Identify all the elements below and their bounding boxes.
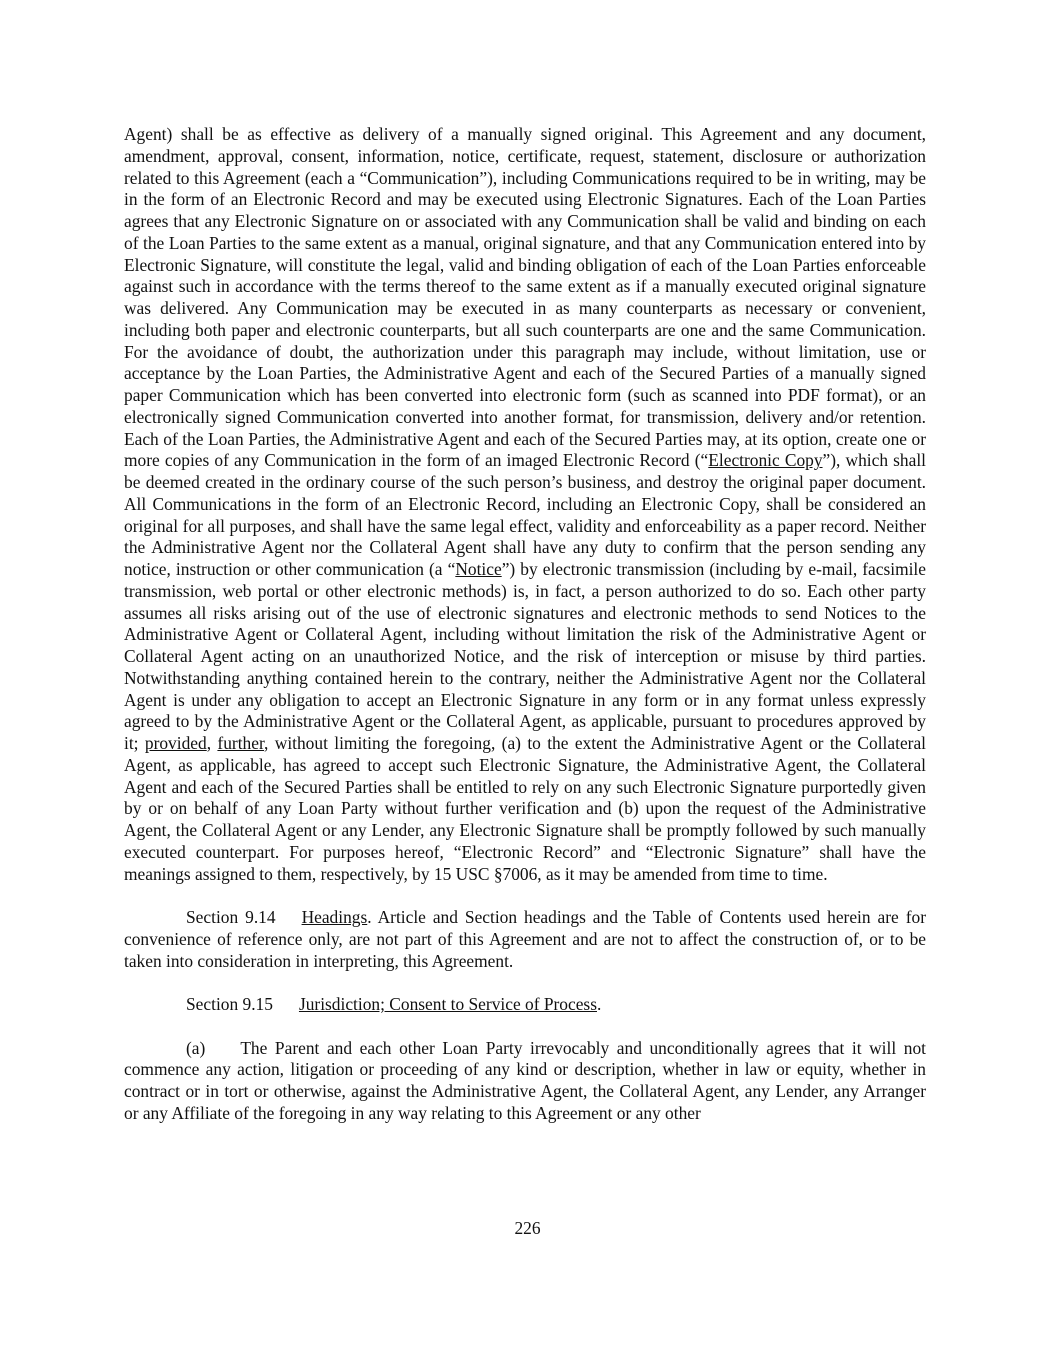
section-9-14-paragraph bbox=[124, 907, 926, 972]
term-provided: provided bbox=[144, 733, 207, 753]
document-page bbox=[124, 124, 926, 1125]
section-9-15-paragraph bbox=[124, 994, 926, 1016]
electronic-signatures-paragraph bbox=[124, 124, 926, 885]
section-number: Section 9.15 bbox=[186, 994, 273, 1014]
section-body: . Article and Section headings and the Table of Contents used herein are for convenience of reference only, are not part of this Agreement and are not to affect the construction of, or to be taken into consideration in interpreting, this Agreement. bbox=[124, 907, 926, 971]
section-period: . bbox=[596, 994, 602, 1014]
paragraph-text: , without limiting the foregoing, (a) to the extent the Administrative Agent or the Collateral Agent, as applicable, has agreed to accept such Electronic Signature, the Administrative Agent, the Collateral Agent and each of the Secured Parties shall be entitled to rely on any such Electronic Signature purportedly given by or on behalf of any Loan Party without further verification and (b) upon the request of the Administrative Agent, the Collateral Agent or any Lender, any Electronic Signature shall be promptly followed by such manually executed counterpart. For purposes hereof, “Electronic Record” and “Electronic Signature” shall have the meanings assigned to them, respectively, by 15 USC §7006, as it may be amended from time to time. bbox=[124, 733, 927, 884]
term-further: further bbox=[217, 733, 265, 753]
paragraph-text: ”) by electronic transmission (including by e-mail, facsimile transmission, web portal or other electronic methods) is, in fact, a person authorized to do so. Each other party assumes all risks arising out of the use of electronic signatures and electronic methods to send Notices to the Administrative Agent or Collateral Agent, including without limitation the risk of the Administrative Agent or Collateral Agent acting on an unauthorized Notice, and the risk of interception or misuse by third parties. Notwithstanding anything contained herein to the contrary, neither the Administrative Agent nor the Collateral Agent is under any obligation to accept an Electronic Signature in any form or in any format unless expressly agreed to by the Administrative Agent or the Collateral Agent, as applicable, pursuant to procedures approved by it; bbox=[124, 559, 926, 753]
defined-term-electronic-copy: Electronic Copy bbox=[708, 450, 823, 471]
subsection-body: The Parent and each other Loan Party irrevocably and unconditionally agrees that it will not commence any action, litigation or proceeding of any kind or description, whether in law or equity, whether in contract or in tort or otherwise, against the Administrative Agent, the Collateral Agent, any Lender, any Arranger or any Affiliate of the foregoing in any way relating to this Agreement or any other bbox=[124, 1037, 926, 1123]
section-heading: Headings bbox=[301, 907, 368, 927]
defined-term-notice: Notice bbox=[455, 559, 502, 579]
paragraph-text: , bbox=[206, 733, 218, 753]
section-heading: Jurisdiction; Consent to Service of Process bbox=[298, 994, 597, 1014]
paragraph-text: ”), which shall be deemed created in the ordinary course of the such person’s business, and destroy the original paper document. All Communications in the form of an Electronic Record, including an Electronic Copy, shall be considered an original for all purposes, and shall have the same legal effect, validity and enforceability as a paper record. Neither the Administrative Agent nor the Collateral Agent shall have any duty to confirm that the person sending any notice, instruction or other communication (a “ bbox=[124, 450, 926, 579]
subsection-label: (a) bbox=[186, 1037, 206, 1058]
subsection-a-paragraph bbox=[124, 1038, 926, 1125]
paragraph-text: Agent) shall be as effective as delivery of a manually signed original. This Agreement and any document, amendment, approval, consent, information, notice, certificate, request, statement, disclosure or authorization related to this Agreement (each a “Communication”), including Communications required to be in writing, may be in the form of an Electronic Record and may be executed using Electronic Signatures. Each of the Loan Parties agrees that any Electronic Signature on or associated with any Communication shall be valid and binding on each of the Loan Parties to the same extent as a manual, original signature, and that any Communication entered into by Electronic Signature, will constitute the legal, valid and binding obligation of each of the Loan Parties enforceable against such in accordance with the terms thereof to the same extent as if a manually executed original signature was delivered. Any Communication may be executed in as many counterparts as necessary or convenient, including both paper and electronic counterparts, but all such counterparts are one and the same Communication. For the avoidance of doubt, the authorization under this paragraph may include, without limitation, use or acceptance by the Loan Parties, the Administrative Agent and each of the Secured Parties of a manually signed paper Communication which has been converted into electronic form (such as scanned into PDF format), or an electronically signed Communication converted into another format, for transmission, delivery and/or retention. Each of the Loan Parties, the Administrative Agent and each of the Secured Parties may, at its option, create one or more copies of any Communication in the form of an imaged Electronic Record (“ bbox=[124, 124, 926, 471]
section-number: Section 9.14 bbox=[186, 907, 276, 927]
page-number: 226 bbox=[514, 1218, 541, 1238]
